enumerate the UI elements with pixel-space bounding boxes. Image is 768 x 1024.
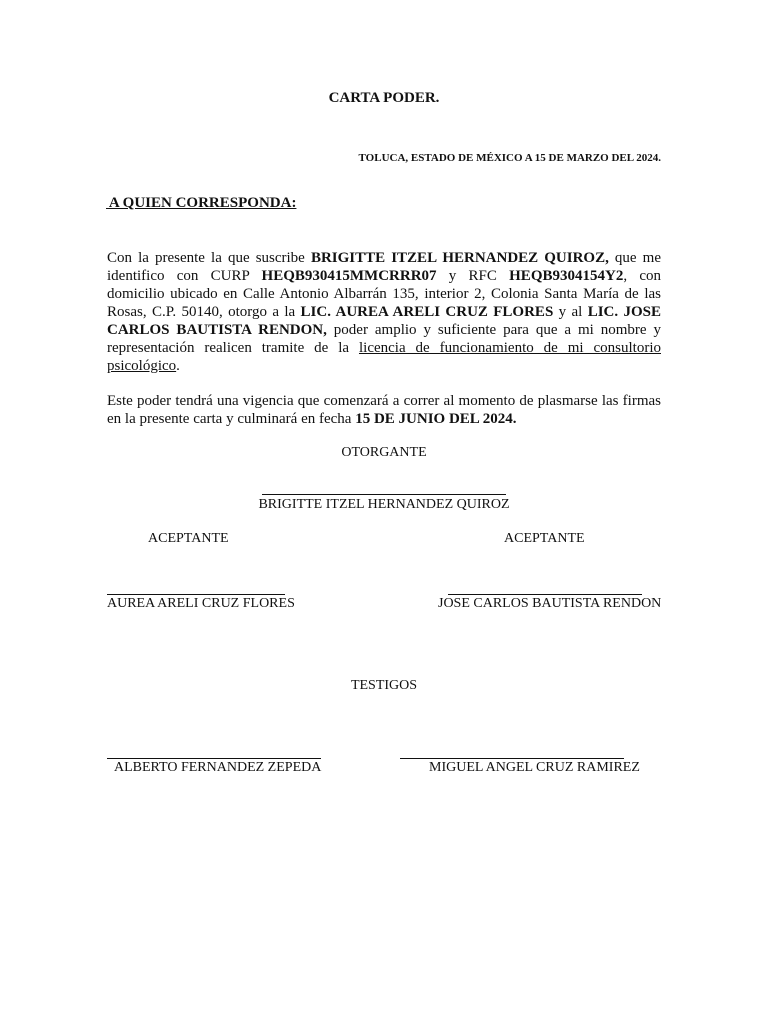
place-date: TOLUCA, ESTADO DE MÉXICO A 15 DE MARZO DEL 2024. [358,152,661,164]
body-paragraph-2 [107,392,661,428]
curp-value: HEQB930415MMCRRR07 [261,268,437,284]
testigo-name-left: ALBERTO FERNANDEZ ZEPEDA [114,760,322,775]
attorney-1-name: LIC. AUREA ARELI CRUZ FLORES [300,304,554,320]
otorgante-signature-line [262,494,506,495]
testigo-signature-line-right [400,758,624,759]
aceptante-signature-line-left [107,594,285,595]
aceptante-label-right: ACEPTANTE [504,531,585,546]
document-title: CARTA PODER. [328,90,440,106]
body-paragraph-1 [107,249,661,375]
aceptante-name-left: AUREA ARELI CRUZ FLORES [107,596,295,611]
otorgante-name: BRIGITTE ITZEL HERNANDEZ QUIROZ [258,497,510,512]
aceptante-signature-line-right [448,594,642,595]
paragraph-text: que me identifico con CURP [107,250,661,284]
paragraph-text: y RFC [436,268,510,284]
grantor-name: BRIGITTE ITZEL HERNANDEZ QUIROZ, [310,250,609,266]
paragraph-text: . [176,358,180,374]
procedure-name: licencia de funcionamiento de mi consultorio psicológico [107,340,661,374]
paragraph-text: Con la presente la que suscribe [107,250,311,266]
otorgante-label: OTORGANTE [341,445,427,460]
paragraph-text: y al [553,304,588,320]
paragraph-text: , con domicilio ubicado en Calle Antonio Albarrán 135, interior 2, Colonia Santa María de las Rosas, C.P. 50140, otorgo a la [107,268,661,320]
salutation: A QUIEN CORRESPONDA: [106,195,297,211]
expiry-date: 15 DE JUNIO DEL 2024. [355,411,517,427]
paragraph-text: poder amplio y suficiente para que a mi nombre y representación realicen tramite de la [107,322,662,356]
testigo-signature-line-left [107,758,321,759]
testigo-name-right: MIGUEL ANGEL CRUZ RAMIREZ [429,760,640,775]
aceptante-name-right: JOSE CARLOS BAUTISTA RENDON [438,596,662,611]
rfc-value: HEQB9304154Y2 [509,268,624,284]
attorney-2-name: LIC. JOSE CARLOS BAUTISTA RENDON, [107,304,661,338]
testigos-label: TESTIGOS [350,678,418,693]
aceptante-label-left: ACEPTANTE [148,531,229,546]
paragraph-text: Este poder tendrá una vigencia que comenzará a correr al momento de plasmarse las firmas en la presente carta y culminará en fecha [107,393,661,427]
